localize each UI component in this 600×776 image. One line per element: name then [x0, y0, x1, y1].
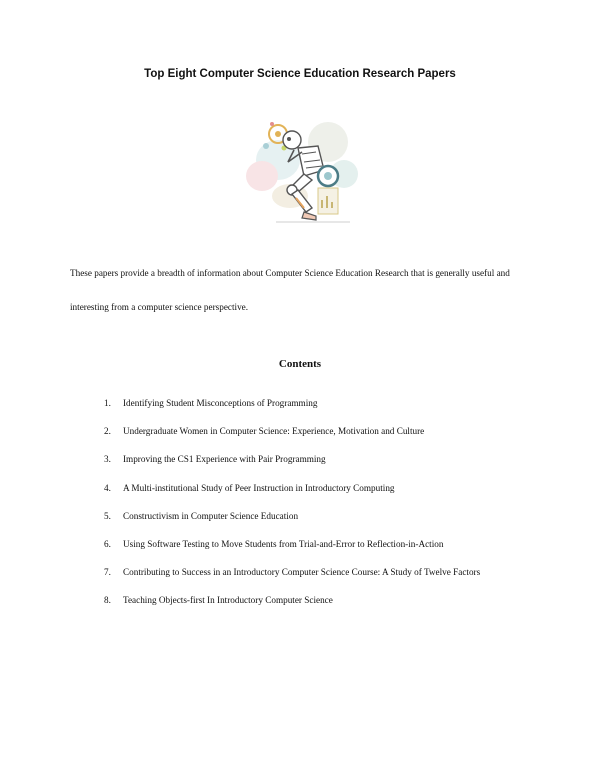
item-text: Identifying Student Misconceptions of Programming [123, 398, 318, 408]
robot-thinker-icon [232, 104, 368, 232]
list-item [104, 539, 480, 567]
list-item [104, 511, 480, 539]
item-number: 7. [104, 567, 111, 578]
item-text: Improving the CS1 Experience with Pair Programming [123, 454, 326, 465]
contents-list [104, 398, 480, 624]
item-text: Undergraduate Women in Computer Science: Experience, Motivation and Culture [123, 426, 425, 437]
list-item [104, 567, 480, 595]
list-item [104, 454, 480, 482]
item-number: 6. [104, 538, 111, 549]
item-number: 8. [104, 595, 111, 606]
item-number: 3. [104, 454, 111, 465]
list-item [104, 595, 480, 623]
item-number: 5. [104, 510, 111, 521]
item-text: A Multi-institutional Study of Peer Instruction in Introductory Computing [123, 482, 395, 493]
list-item [104, 483, 480, 511]
item-text: Using Software Testing to Move Students from Trial-and-Error to Reflection-in-Action [123, 538, 444, 549]
document-title: Top Eight Computer Science Education Research Papers [144, 68, 456, 80]
item-number: 2. [104, 426, 111, 437]
list-item [104, 398, 480, 426]
list-item [104, 426, 480, 454]
contents-heading: Contents [278, 358, 322, 370]
item-text: Constructivism in Computer Science Education [123, 510, 299, 521]
item-text: Teaching Objects-first In Introductory Computer Science [123, 595, 333, 606]
item-number: 4. [104, 482, 111, 493]
intro-paragraph: These papers provide a breadth of information about Computer Science Education Research that is generally useful and interesting from a computer science perspective. [70, 268, 510, 312]
item-number: 1. [104, 398, 111, 408]
item-text: Contributing to Success in an Introductory Computer Science Course: A Study of Twelve Factors [123, 567, 481, 578]
